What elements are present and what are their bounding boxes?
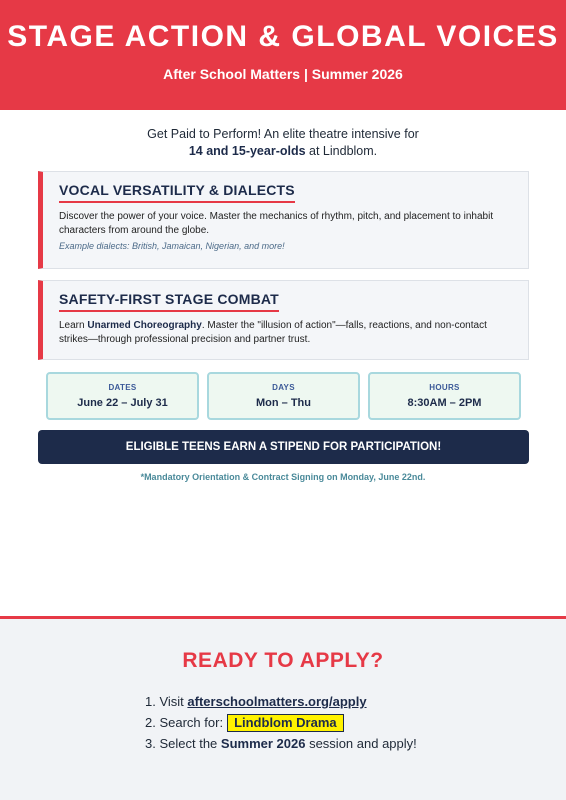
intro-location: at Lindblom. [305,144,378,158]
intro-text [0,126,566,160]
step-number: 1. [145,694,156,709]
info-box-days [207,372,360,420]
step-1 [145,691,417,712]
page-title: STAGE ACTION & GLOBAL VOICES [7,20,559,53]
desc-prefix: Learn [59,320,88,331]
card-vocal-dialects [38,171,529,269]
card-note: Example dialects: British, Jamaican, Nigerian, and more! [59,241,285,251]
desc-bold: Unarmed Choreography [87,320,202,331]
card-description: Discover the power of your voice. Master the mechanics of rhythm, pitch, and placement to inhabit characters from around the globe. [59,211,494,236]
intro-ages: 14 and 15-year-olds [188,144,306,158]
page-subtitle: After School Matters | Summer 2026 [163,66,403,82]
intro-line-2 [0,143,566,160]
step-number: 2. [145,715,156,730]
info-label: HOURS [429,383,460,392]
apply-steps [145,691,417,754]
apply-heading: READY TO APPLY? [182,649,384,672]
info-value: 8:30AM – 2PM [407,397,482,409]
step-text: Select the [159,736,221,751]
info-box-hours [368,372,521,420]
apply-section [0,616,566,800]
search-term-highlight: Lindblom Drama [227,714,344,732]
stipend-banner: ELIGIBLE TEENS EARN A STIPEND FOR PARTICIPATION! [38,430,529,464]
step-number: 3. [145,736,156,751]
mandatory-note: *Mandatory Orientation & Contract Signing on Monday, June 22nd. [140,472,426,482]
step-text-suffix: session and apply! [305,736,417,751]
info-value: June 22 – July 31 [77,397,168,409]
step-text: Search for: [159,715,224,730]
card-description [59,319,514,347]
card-title: VOCAL VERSATILITY & DIALECTS [59,182,295,203]
intro-line: Get Paid to Perform! An elite theatre intensive for [147,127,419,141]
session-name: Summer 2026 [220,736,306,751]
header-banner [0,0,566,110]
info-label: DAYS [272,383,295,392]
info-box-dates [46,372,199,420]
card-title: SAFETY-FIRST STAGE COMBAT [59,291,279,312]
card-stage-combat [38,280,529,360]
info-value: Mon – Thu [256,397,311,409]
step-3 [145,733,417,754]
desc-suffix: . Master the "illusion of action"—falls, reactions, and non-contact strikes—through professional precision and partner trust. [59,320,487,345]
step-2 [145,712,417,733]
info-row [46,372,521,420]
apply-link[interactable]: afterschoolmatters.org/apply [187,694,367,709]
step-text: Visit [159,694,188,709]
info-label: DATES [108,383,137,392]
